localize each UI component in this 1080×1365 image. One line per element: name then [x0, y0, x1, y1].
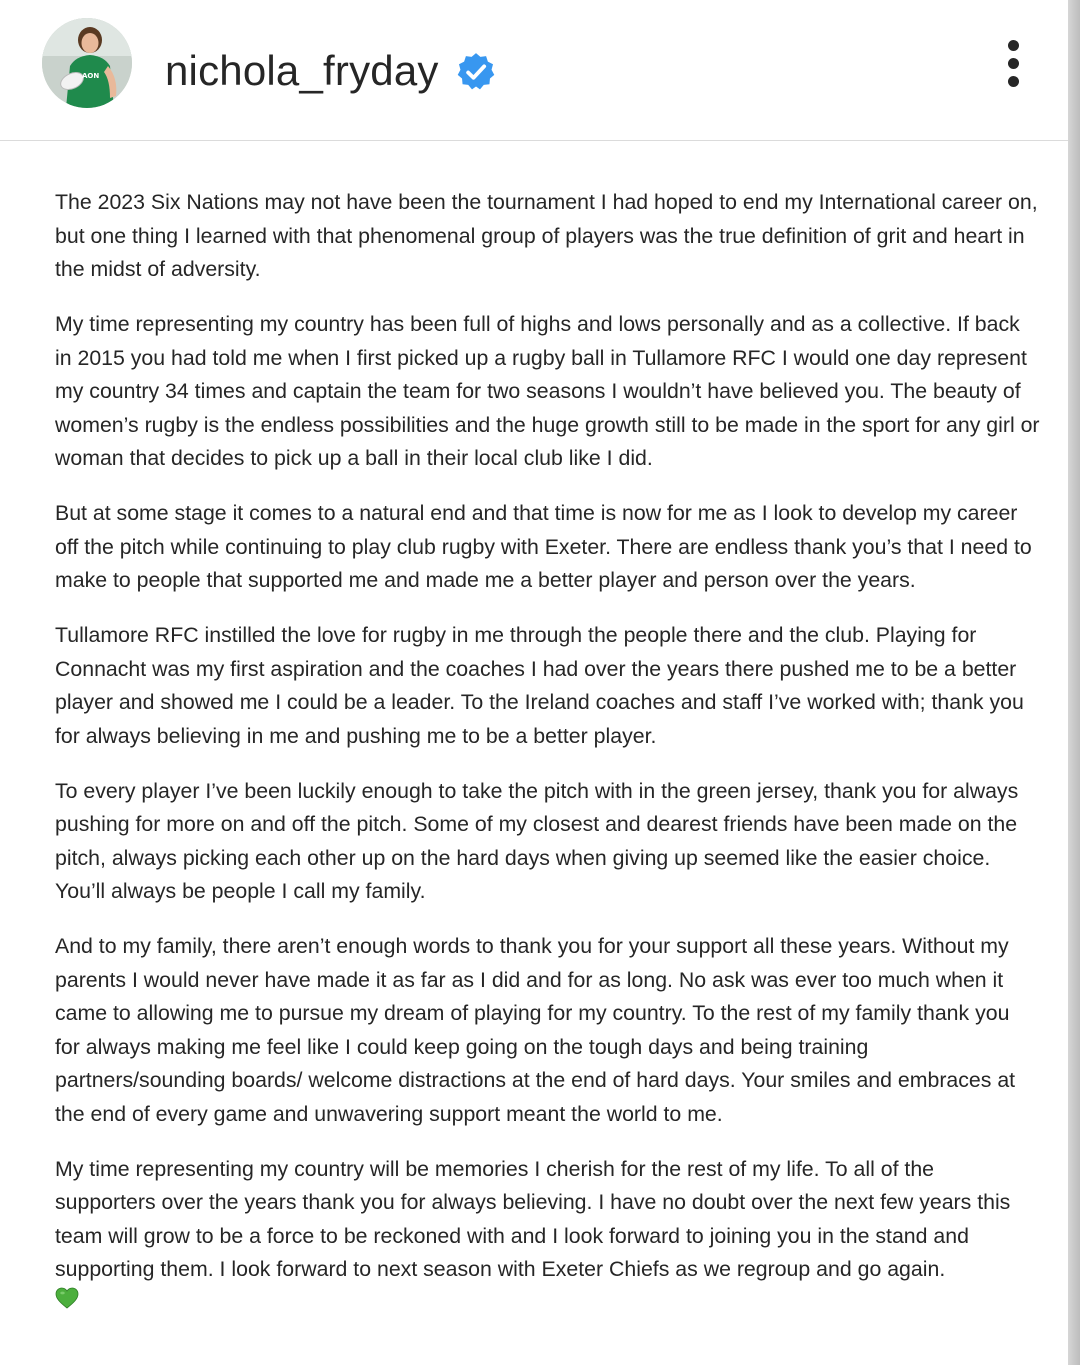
scrollbar-edge[interactable] — [1068, 0, 1080, 1365]
caption-paragraph: But at some stage it comes to a natural end and that time is now for me as I look to develop my career off the pitch while continuing to play club rugby with Exeter. There are endless thank you’s that I need to make to people that supported me and made me a better player and person over the years. — [55, 501, 1032, 592]
more-options-button[interactable] — [996, 36, 1032, 92]
profile-avatar[interactable] — [42, 18, 132, 108]
username-link[interactable]: nichola_fryday — [165, 47, 439, 94]
green-heart-icon — [55, 1287, 79, 1309]
caption-paragraph: My time representing my country will be memories I cherish for the rest of my life. To all of the supporters over the years thank you for always believing. I have no doubt over the next few years this team will grow to be a force to be reckoned with and I look forward to joining you in the stand and supporting them. I look forward to next season with Exeter Chiefs as we regroup and go again. — [55, 1156, 1011, 1281]
caption-paragraph: To every player I’ve been luckily enough to take the pitch with in the green jersey, thank you for always pushing for more on and off the pitch. Some of my closest and dearest friends have been made on the pitch, always picking each other up on the hard days when giving up seemed like the easier choice. You’ll always be people I call my family. — [55, 778, 1019, 903]
caption-paragraph: My time representing my country has been full of highs and lows personally and as a collective. If back in 2015 you had told me when I first picked up a rugby ball in Tullamore RFC I would one day represent my country 34 times and captain the team for two seasons I wouldn’t have believed you. The beauty of women’s rugby is the endless possibilities and the huge growth still to be made in the sport for any girl or woman that decides to pick up a ball in their local club like I did. — [55, 312, 1040, 470]
more-options-icon-dot — [1008, 76, 1019, 87]
more-options-icon — [1008, 40, 1019, 51]
profile-photo-avatar-icon — [42, 18, 132, 108]
post-header — [0, 0, 1068, 141]
caption-paragraph: And to my family, there aren’t enough words to thank you for your support all these years. Without my parents I would never have made it as far as I did and for as long. No ask was ever too much when it came to allowing me to pursue my dream of playing for my country. To the rest of my family thank you for always making me feel like I could keep going on the tough days and being training partners/sounding boards/ welcome distractions at the end of hard days. Your smiles and embraces at the end of every game and unwavering support meant the world to me. — [55, 934, 1016, 1126]
post-caption — [55, 186, 1040, 1309]
caption-paragraph: Tullamore RFC instilled the love for rugby in me through the people there and the club. Playing for Connacht was my first aspiration and the coaches I had over the years there pushed me to be a better player and showed me I could be a leader. To the Ireland coaches and staff I’ve worked with; thank you for always believing in me and pushing me to be a better player. — [55, 623, 1024, 748]
caption-paragraph: The 2023 Six Nations may not have been the tournament I had hoped to end my International career on, but one thing I learned with that phenomenal group of players was the true definition of grit and heart in the midst of adversity. — [55, 190, 1038, 281]
svg-text:AON: AON — [82, 72, 100, 80]
verified-badge-icon — [455, 51, 497, 93]
more-options-icon-dot — [1008, 58, 1019, 69]
